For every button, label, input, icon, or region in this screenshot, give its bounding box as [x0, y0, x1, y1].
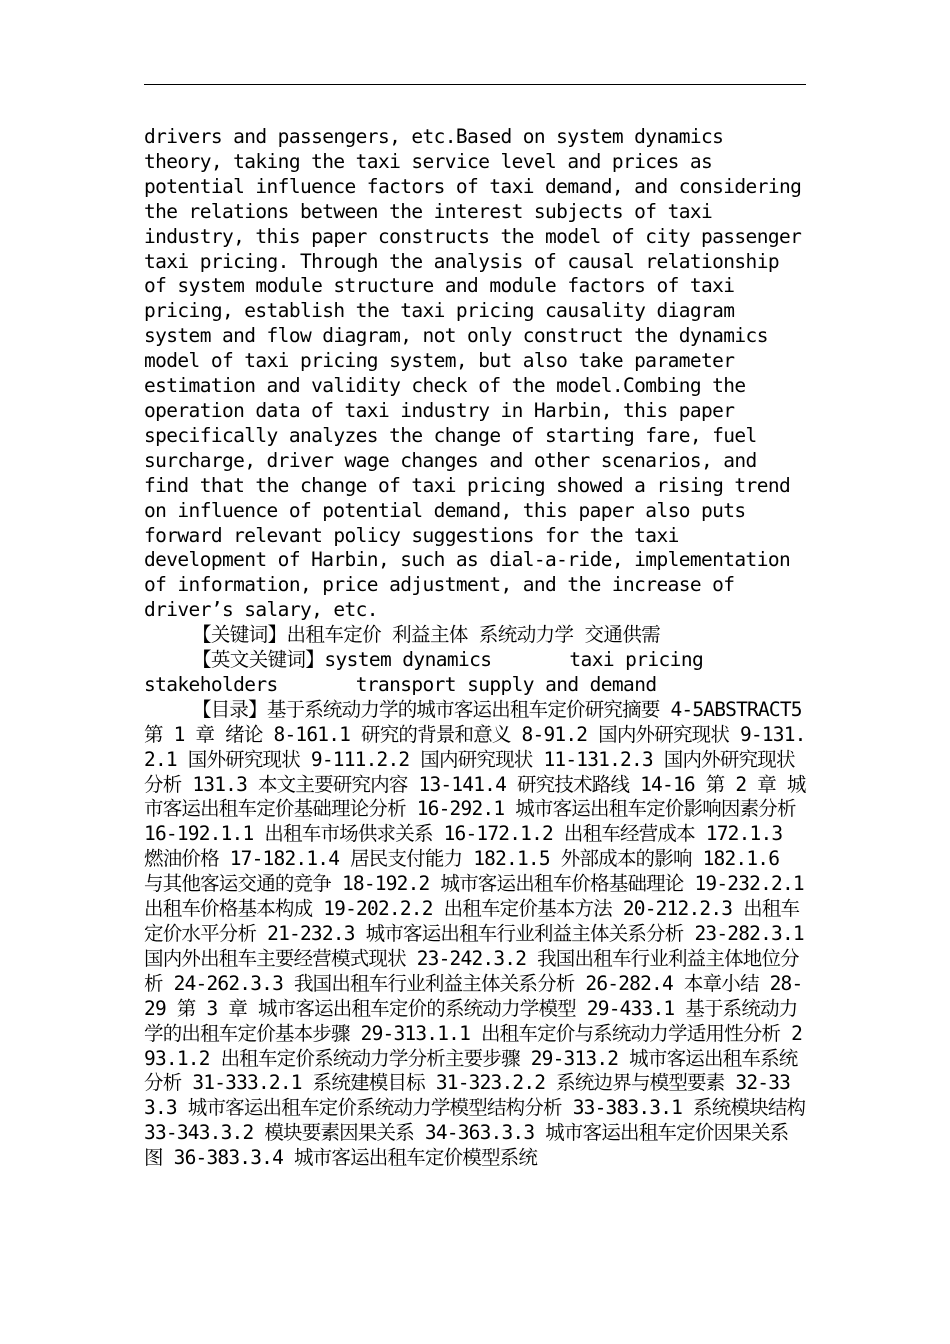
keywords-label: 【关键词】 — [192, 623, 287, 647]
english-keyword: system dynamics — [324, 648, 492, 672]
toc-text: 基于系统动力学的城市客运出租车定价研究摘要 4-5ABSTRACT5 第 1 章 绪论 8-161.1 研究的背景和意义 8-91.2 国内外研究现状 9-131.2.1 国外研究现状 9-111.2.2 国内研究现状 11-131.2.3 国内外研究现状分析 131.3 本文主要研究内容 13-141.4 研究技术路线 14-16 第 2 章 城市客运出租车定价基础理论分析 16-292.1 城市客运出租车定价影响因素分析 16-192.1.1 出租车市场供求关系 16-172.1.2 出租车经营成本 172.1.3 燃油价格 17-182.1.4 居民支付能力 182.1.5 外部成本的影响 182.1.6 与其他客运交通的竞争 18-192.2 城市客运出租车价格基础理论 19-232.2.1 出租车价格基本构成 19-202.2.2 出租车定价基本方法 20-212.2.3 出租车定价水平分析 21-232.3 城市客运出租车行业利益主体关系分析 23-282.3.1 国内外出租车主要经营模式现状 23-242.3.2 我国出租车行业利益主体地位分析 24-262.3.3 我国出租车行业利益主体关系分析 26-282.4 本章小结 28-29 第 3 章 城市客运出租车定价的系统动力学模型 29-433.1 基于系统动力学的出租车定价基本步骤 29-313.1.1 出租车定价与系统动力学适用性分析 293.1.2 出租车定价系统动力学分析主要步骤 29-313.2 城市客运出租车系统分析 31-333.2.1 系统建模目标 31-323.2.2 系统边界与模型要素 32-333.3 城市客运出租车定价系统动力学模型结构分析 33-383.3.1 系统模块结构 33-343.3.2 模块要素因果关系 34-363.3.3 城市客运出租车定价因果关系图 36-383.3.4 城市客运出租车定价模型系统 — [144, 697, 806, 1170]
header-rule — [144, 84, 806, 85]
english-abstract-text: drivers and passengers, etc.Based on system dynamics theory, taking the taxi service level and prices as potential influence factors of taxi demand, and considering the relations between the interest subjects of taxi industry, this paper constructs the model of city passenger taxi pricing. Through the analysis of causal relationship of system module structure and module factors of taxi pricing, establish the taxi pricing causality diagram system and flow diagram, not only construct the dynamics model of taxi pricing system, but also take parameter estimation and validity check of the model.Combing the operation data of taxi industry in Harbin, this paper specifically analyzes the change of starting fare, fuel surcharge, driver wage changes and other scenarios, and find that the change of taxi pricing showed a rising trend on influence of potential demand, this paper also puts forward relevant policy suggestions for the taxi development of Harbin, such as dial-a-ride, implementation of information, price adjustment, and the increase of driver’s salary, etc. — [144, 125, 802, 622]
table-of-contents — [144, 698, 806, 1171]
english-keywords-label: 【英文关键词】 — [192, 648, 325, 672]
english-keyword: stakeholders — [144, 672, 278, 696]
keywords-line — [144, 623, 806, 648]
english-keyword: taxi pricing — [569, 648, 704, 672]
english-keywords-line-2 — [144, 673, 806, 698]
keywords-text: 出租车定价 利益主体 系统动力学 交通供需 — [286, 623, 661, 647]
english-keyword: transport supply and demand — [355, 672, 657, 696]
document-body — [144, 125, 806, 1171]
toc-label: 【目录】 — [192, 697, 267, 721]
english-keywords-line — [144, 648, 806, 673]
